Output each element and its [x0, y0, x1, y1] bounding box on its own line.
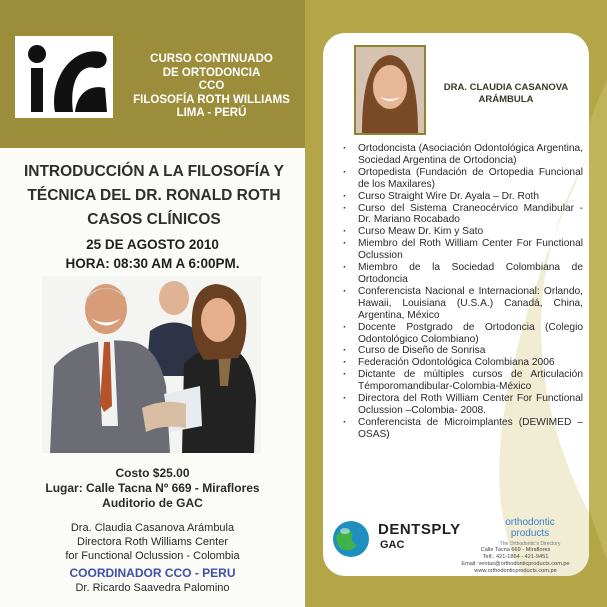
title-line: TÉCNICA DEL DR. RONALD ROTH [27, 187, 281, 204]
cv-item: · Federación Odontológica Colombiana 2006 [340, 357, 583, 369]
contact-line: Calle Tacna 669 - Miraflores [480, 547, 551, 553]
date-text: 25 DE AGOSTO 2010 [86, 237, 219, 252]
cv-item: · Miembro del Roth William Center For Functional Oclussion [340, 238, 583, 262]
doctor-name-line: ARÁMBULA [478, 94, 534, 105]
doctor-name [423, 82, 589, 106]
presenter-line: for Functional Oclussion - Colombia [65, 550, 240, 562]
ortho-line: products [510, 528, 550, 539]
event-date [0, 235, 305, 273]
ortho-tagline: The Orthodontic's Directory [499, 541, 561, 547]
cv-item: · Curso de Diseño de Sonrisa [340, 345, 583, 357]
cv-item: · Docente Postgrado de Ortodoncia (Colegio Odontológico Colombiano) [340, 322, 583, 346]
cv-item: · Directora del Roth William Center For Functional Oclussion –Colombia- 2008. [340, 393, 583, 417]
venue-text: Auditorio de GAC [102, 496, 203, 510]
course-header [120, 53, 303, 121]
sponsor-logos [323, 513, 589, 576]
cv-item: · Ortopedista (Fundación de Ortopedia Funcional de los Maxilares) [340, 167, 583, 191]
header-line: LIMA - PERÚ [176, 107, 247, 120]
presenter-info [0, 521, 305, 563]
dentsply-logo: DENTSPLY [378, 521, 461, 538]
cost-text: Costo $25.00 [115, 466, 190, 480]
cv-item: · Miembro de la Sociedad Colombiana de Ortodoncia [340, 262, 583, 286]
gac-logo: GAC [380, 539, 405, 551]
group-photo [42, 276, 261, 453]
title-line: CASOS CLÍNICOS [87, 211, 221, 228]
contact-line: Email: ventas@orthodonticproducts.com.pe [461, 561, 570, 567]
presenter-line: Dra. Claudia Casanova Arámbula [70, 522, 235, 534]
doctor-name-line: DRA. CLAUDIA CASANOVA [443, 82, 569, 93]
coordinator-name: Dr. Ricardo Saavedra Palomino [75, 582, 230, 594]
cost-info [0, 466, 305, 511]
cv-list [340, 143, 583, 441]
header-line: DE ORTODONCIA [162, 66, 261, 79]
header-line: CCO [198, 80, 225, 93]
course-title [4, 160, 304, 232]
cv-item: · Dictante de múltiples cursos de Articulación Témporomandibular-Colombia-México [340, 369, 583, 393]
ortho-line: orthodontic [505, 517, 555, 528]
header-line: CURSO CONTINUADO [150, 53, 273, 65]
header-line: FILOSOFÍA ROTH WILLIAMS [133, 93, 290, 106]
coordinator-label: COORDINADOR CCO - PERU [69, 566, 236, 580]
contact-info [443, 547, 588, 575]
cco-logo [15, 36, 113, 118]
presenter-line: Directora Roth Williams Center [77, 536, 228, 548]
doctor-portrait [354, 45, 426, 135]
cv-item: · Conferencista Nacional e Internacional: Orlando, Hawaii, Louisiana (U.S.A.) Canadá, China, Argentina, México [340, 286, 583, 322]
cv-item: · Curso Meaw Dr. Kim y Sato [340, 226, 583, 238]
cv-item: · Curso del Sistema Craneocérvico Mandibular - Dr. Mariano Rocabado [340, 203, 583, 227]
right-panel [305, 0, 607, 607]
title-line: INTRODUCCIÓN A LA FILOSOFÍA Y [23, 163, 285, 180]
cv-card [323, 33, 589, 576]
time-text: HORA: 08:30 AM A 6:00PM. [65, 256, 240, 271]
orthodontic-products-logo [475, 517, 585, 550]
cv-item: · Ortodoncista (Asociación Odontológica Argentina, Sociedad Argentina de Ortodoncia) [340, 143, 583, 167]
globe-icon [331, 519, 371, 559]
place-text: Lugar: Calle Tacna Nº 669 - Miraflores [45, 481, 260, 495]
contact-line: Telf.: 421-1864 - 421-9451 [482, 554, 549, 560]
cv-item: · Conferencista de Microimplantes (DEWIMED – OSAS) [340, 417, 583, 441]
contact-line: www.orthodonticproducts.com.pe [474, 568, 557, 574]
cv-item: · Curso Straight Wire Dr. Ayala – Dr. Roth [340, 191, 583, 203]
